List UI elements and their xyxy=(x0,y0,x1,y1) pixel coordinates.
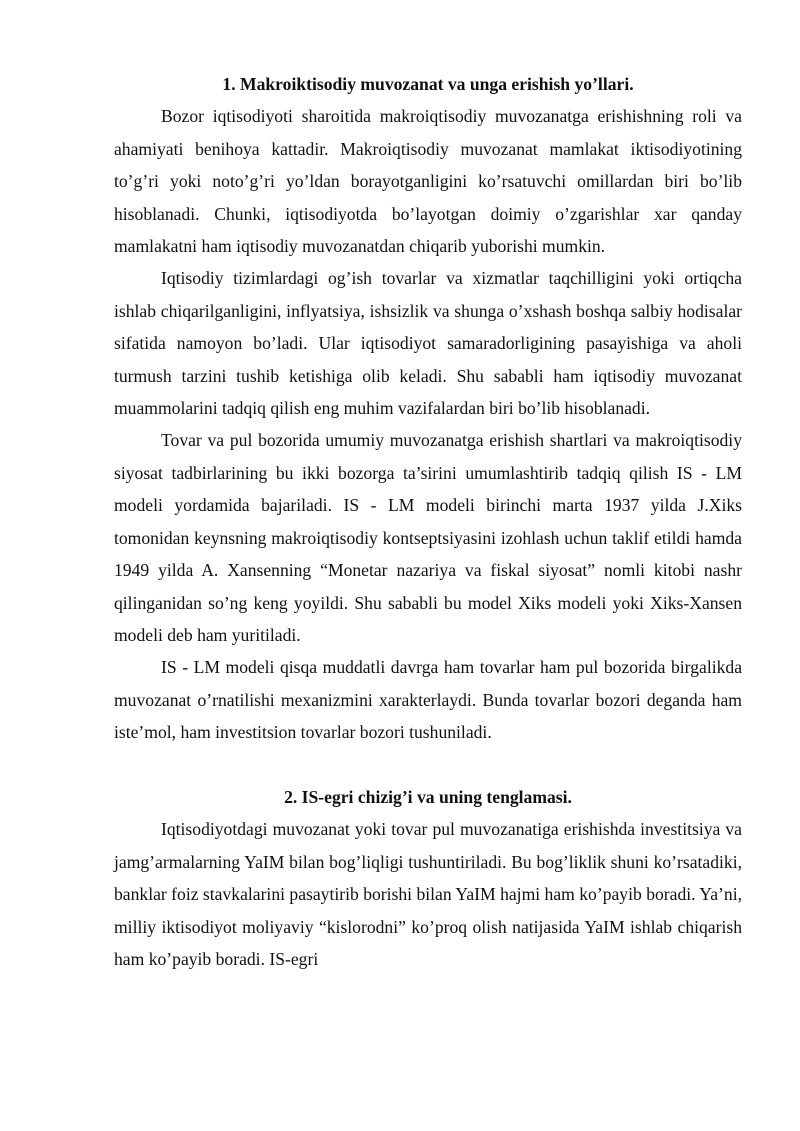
section-1-paragraph-1: Bozor iqtisodiyoti sharoitida makroiqtisodiy muvozanatga erishishning roli va ahamiyati benihoya kattadir. Makroiqtisodiy muvozanat mamlakat iktisodiyotining to’g’ri yoki noto’g’ri yo’ldan borayotganligini ko’rsatuvchi omillardan biri bo’lib hisoblanadi. Chunki, iqtisodiyotda bo’layotgan doimiy o’zgarishlar xar qanday mamlakatni ham iqtisodiy muvozanatdan chiqarib yuborishi mumkin. xyxy=(114,106,742,257)
document-page xyxy=(114,68,742,975)
section-spacer xyxy=(114,749,742,781)
section-1-paragraph-4: IS - LM modeli qisqa muddatli davrga ham tovarlar ham pul bozorida birgalikda muvozanat o’rnatilishi mexanizmini xarakterlaydi. Bunda tovarlar bozori deganda ham iste’mol, ham investitsion tovarlar bozori tushuniladi. xyxy=(114,657,742,743)
section-1-paragraph-3: Tovar va pul bozorida umumiy muvozanatga erishish shartlari va makroiqtisodiy siyosat tadbirlarining bu ikki bozorga ta’sirini umumlashtirib tadqiq qilish IS - LM modeli yordamida bajariladi. IS - LM modeli birinchi marta 1937 yilda J.Xiks tomonidan keynsning makroiqtisodiy kontseptsiyasini izohlash uchun taklif etildi hamda 1949 yilda A. Xansenning “Monetar nazariya va fiskal siyosat” nomli kitobi nashr qilinganidan so’ng keng yoyildi. Shu sababli bu model Xiks modeli yoki Xiks-Xansen modeli deb ham yuritiladi. xyxy=(114,430,742,645)
section-1-heading: 1. Makroiktisodiy muvozanat va unga erishish yo’llari. xyxy=(222,74,634,94)
section-1-paragraph-2: Iqtisodiy tizimlardagi og’ish tovarlar va xizmatlar taqchilligini yoki ortiqcha ishlab chiqarilganligini, inflyatsiya, ishsizlik va shunga o’xshash boshqa salbiy hodisalar sifatida namoyon bo’ladi. Ular iqtisodiyot samaradorligining pasayishiga va aholi turmush tarzini tushib ketishiga olib keladi. Shu sababli ham iqtisodiy muvozanat muammolarini tadqiq qilish eng muhim vazifalardan biri bo’lib hisoblanadi. xyxy=(114,268,742,419)
section-2-paragraph-1: Iqtisodiyotdagi muvozanat yoki tovar pul muvozanatiga erishishda investitsiya va jamg’armalarning YaIM bilan bog’liqligi tushuntiriladi. Bu bog’liklik shuni ko’rsatadiki, banklar foiz stavkalarini pasaytirib borishi bilan YaIM hajmi ham ko’payib boradi. Ya’ni, milliy iktisodiyot moliyaviy “kislorodni” ko’proq olish natijasida YaIM ishlab chiqarish ham ko’payib boradi. IS-egri xyxy=(114,819,742,969)
section-2-heading: 2. IS-egri chizig’i va uning tenglamasi. xyxy=(284,786,572,807)
